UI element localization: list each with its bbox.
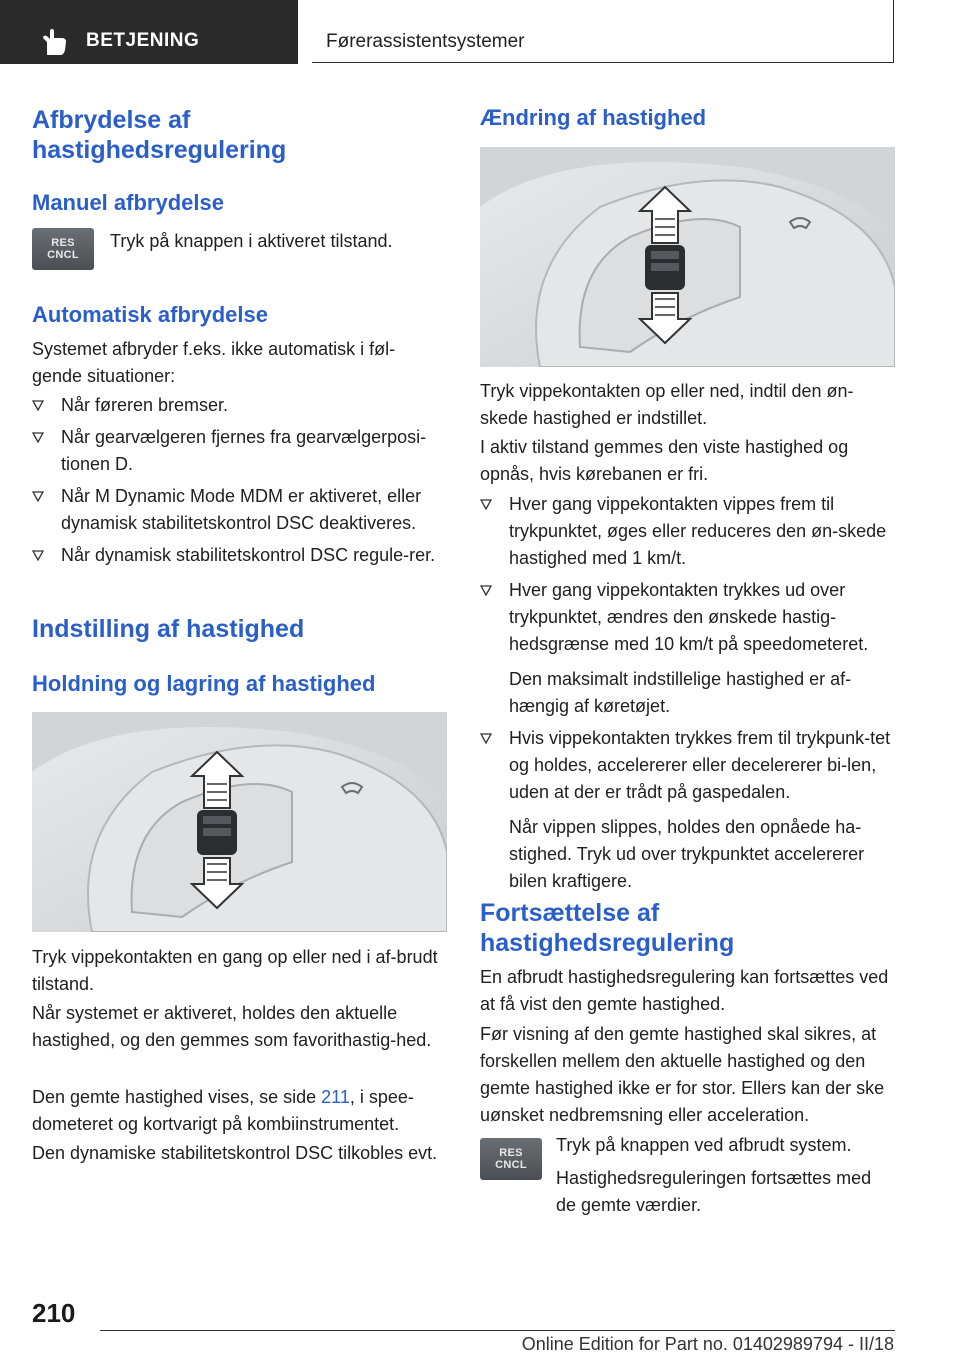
chapter-label: Førerassistentsystemer [326,31,525,52]
change-paragraph-2: I aktiv tilstand gemmes den viste hastighed og opnås, hvis kørebanen er fri. [480,437,849,484]
auto-intro: Systemet afbryder f.eks. ikke automatisk i føl-gende situationer: [32,339,396,386]
title-resume-cruise: Fortsættelse af hastighedsregulering [480,899,735,957]
list-item: Når dynamisk stabilitetskontrol DSC regule-rer. [32,542,448,569]
steering-wheel-image [32,712,447,932]
list-item: Hvis vippekontakten trykkes frem til trykpunk-tet og holdes, accelererer eller decelererer bi-len, uden at der er trådt på gaspedalen. Når vippen slippes, holdes den opnåede ha-stighed. Tryk ud over trykpunktet accelererer bilen kraftigere. [480,725,896,895]
triangle-bullet-icon [480,499,492,510]
list-item: Hver gang vippekontakten vippes frem til trykpunktet, øges eller reduceres den øn-skede hastighed med 1 km/t. [480,491,896,572]
resume-paragraph-3: Tryk på knappen ved afbrudt system. [556,1135,852,1155]
cncl-label: CNCL [495,1159,527,1171]
page-link-211[interactable]: 211 [321,1087,350,1107]
triangle-bullet-icon [480,585,492,596]
hand-icon [38,28,68,56]
resume-paragraph-4: Hastighedsreguleringen fortsættes med de gemte værdier. [556,1168,872,1215]
steering-wheel-image [480,147,895,367]
res-label: RES [51,237,75,249]
res-cncl-button-icon [480,1138,542,1180]
section-label: BETJENING [86,30,200,51]
res-cncl-button-icon [32,228,94,270]
triangle-bullet-icon [480,733,492,744]
triangle-bullet-icon [32,432,44,443]
hold-paragraph-1: Tryk vippekontakten en gang op eller ned i af-brudt tilstand. [32,947,438,994]
change-bullet-list [480,491,896,900]
triangle-bullet-icon [32,491,44,502]
list-item: Når føreren bremser. [32,392,448,419]
change-paragraph-1: Tryk vippekontakten op eller ned, indtil den øn-skede hastighed er indstillet. [480,381,854,428]
list-item: Hver gang vippekontakten trykkes ud over trykpunktet, ændres den ønskede hastig-hedsgrænse med 10 km/t på speedometeret. Den maksimalt indstillelige hastighed er af-hængig af køretøjet. [480,577,896,720]
footer-edition: Online Edition for Part no. 01402989794 - II/18 [521,1334,894,1354]
resume-paragraph-2: Før visning af den gemte hastighed skal sikres, at forskellen mellem den aktuelle hastighed og den gemte hastighed ikke er for stor. Ellers kan der ske uønsket nedbremsning eller acceleration. [480,1024,885,1125]
list-item: Når gearvælgeren fjernes fra gearvælgerposi-tionen D. [32,424,448,478]
triangle-bullet-icon [32,550,44,561]
cncl-label: CNCL [47,249,79,261]
footer-divider [100,1330,895,1331]
list-item: Når M Dynamic Mode MDM er aktiveret, eller dynamisk stabilitetskontrol DSC deaktiveres. [32,483,448,537]
heading-automatic-interruption: Automatisk afbrydelse [32,302,268,327]
hold-paragraph-2: Når systemet er aktiveret, holdes den aktuelle hastighed, og den gemmes som favorithastig-hed. [32,1003,432,1050]
title-setting-speed: Indstilling af hastighed [32,615,305,643]
heading-change-speed: Ændring af hastighed [480,105,707,130]
section-tab [0,0,298,64]
resume-paragraph-1: En afbrudt hastighedsregulering kan fortsættes ved at få vist den gemte hastighed. [480,967,889,1014]
heading-hold-store-speed: Holdning og lagring af hastighed [32,671,376,696]
auto-bullet-list [32,392,448,574]
manual-text: Tryk på knappen i aktiveret tilstand. [110,231,393,251]
res-label: RES [499,1147,523,1159]
hold-paragraph-4: Den dynamiske stabilitetskontrol DSC tilkobles evt. [32,1143,438,1163]
heading-manual-interruption: Manuel afbrydelse [32,190,224,215]
page-number: 210 [32,1298,76,1328]
hold-paragraph-3: Den gemte hastighed vises, se side 211, i spee-dometeret og kortvarigt på kombiinstrumentet. [32,1087,414,1134]
chapter-header [312,0,894,63]
triangle-bullet-icon [32,400,44,411]
title-interruption: Afbrydelse af hastighedsregulering [32,106,287,164]
